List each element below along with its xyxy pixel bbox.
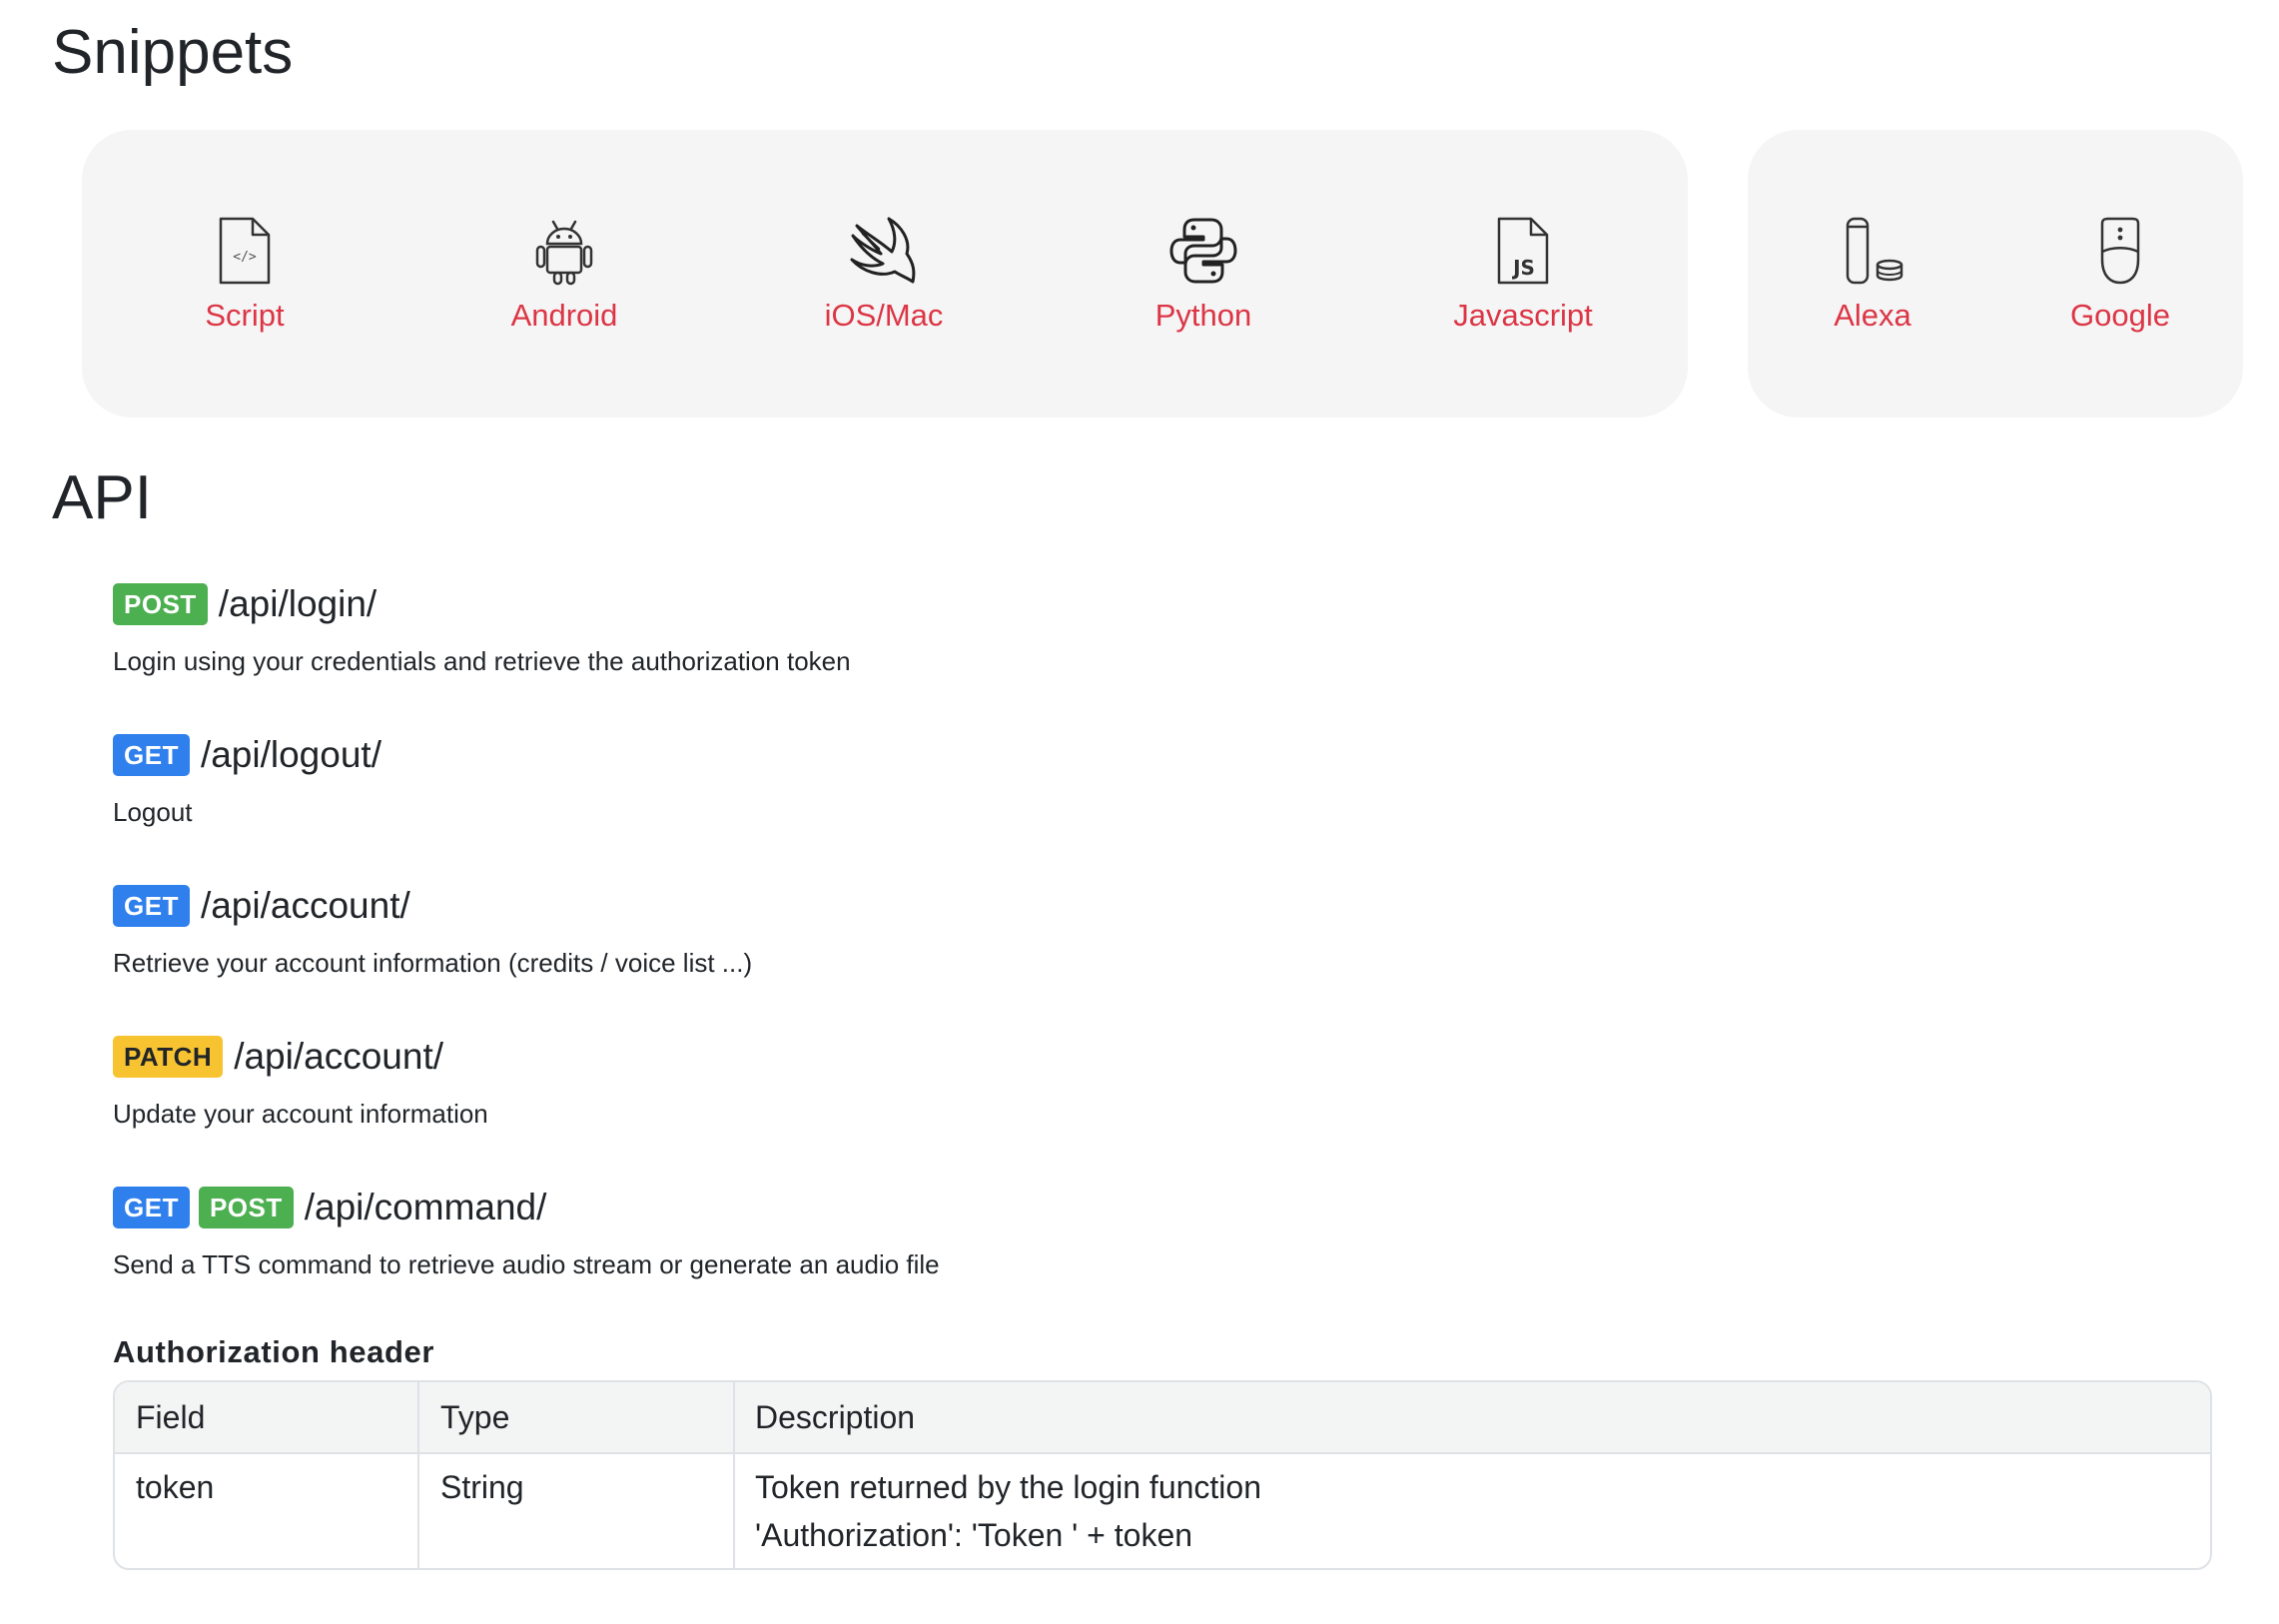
snippet-script-label: Script	[205, 298, 285, 333]
android-icon	[534, 216, 594, 286]
endpoint-path[interactable]: /api/account/	[200, 885, 410, 926]
snippets-languages-panel	[82, 130, 1688, 417]
snippet-javascript[interactable]	[1403, 216, 1643, 331]
endpoint-description: Logout	[113, 797, 193, 827]
endpoint-logout	[113, 733, 381, 828]
snippet-python-label: Python	[1154, 298, 1252, 333]
python-icon	[1168, 216, 1238, 286]
method-badge-post: POST	[199, 1187, 294, 1228]
google-home-icon	[2090, 216, 2150, 286]
method-badge-get: GET	[113, 1187, 190, 1228]
endpoint-description: Login using your credentials and retrieve the authorization token	[113, 646, 851, 676]
table-cell-type: String	[440, 1469, 524, 1505]
endpoint-description: Send a TTS command to retrieve audio stream or generate an audio file	[113, 1249, 940, 1279]
snippet-google[interactable]	[2000, 216, 2240, 331]
swift-icon	[849, 216, 919, 286]
endpoint-command	[113, 1186, 940, 1280]
endpoint-description: Retrieve your account information (credits / voice list ...)	[113, 948, 753, 978]
endpoint-login	[113, 582, 851, 677]
snippet-ios-mac-label: iOS/Mac	[824, 298, 944, 333]
snippet-python[interactable]	[1084, 216, 1323, 331]
column-header-description: Description	[755, 1399, 916, 1435]
endpoint-path[interactable]: /api/login/	[218, 583, 378, 624]
column-header-type: Type	[440, 1399, 510, 1435]
method-badge-get: GET	[113, 885, 190, 927]
snippet-android[interactable]	[444, 216, 684, 331]
endpoint-path[interactable]: /api/account/	[234, 1036, 444, 1077]
snippet-script[interactable]	[125, 216, 365, 331]
column-header-field: Field	[136, 1399, 206, 1435]
api-title: API	[52, 463, 152, 532]
snippet-javascript-label: Javascript	[1453, 298, 1593, 333]
snippet-alexa[interactable]	[1753, 216, 1992, 331]
endpoint-description: Update your account information	[113, 1099, 488, 1129]
snippet-android-label: Android	[510, 298, 618, 333]
snippets-title: Snippets	[52, 18, 294, 87]
snippets-assistants-panel	[1748, 130, 2243, 417]
script-file-icon	[215, 216, 275, 286]
svg-text:</>: </>	[233, 250, 257, 265]
snippet-ios-mac[interactable]	[764, 216, 1004, 331]
javascript-file-icon	[1493, 216, 1553, 286]
method-badge-patch: PATCH	[113, 1036, 223, 1078]
auth-header-table	[113, 1380, 2212, 1570]
endpoint-path[interactable]: /api/command/	[304, 1187, 547, 1227]
snippet-google-label: Google	[2070, 298, 2170, 333]
table-cell-field: token	[136, 1469, 215, 1505]
table-cell-description-line: Token returned by the login function	[755, 1469, 1261, 1505]
alexa-echo-icon	[1838, 216, 1907, 286]
method-badge-get: GET	[113, 734, 190, 776]
endpoint-account-get	[113, 884, 752, 979]
auth-header-title: Authorization header	[113, 1334, 435, 1369]
endpoint-path[interactable]: /api/logout/	[200, 734, 381, 775]
method-badge-post: POST	[113, 583, 208, 625]
table-header-row	[115, 1382, 2210, 1454]
table-cell-description-line: 'Authorization': 'Token ' + token	[755, 1517, 1193, 1553]
endpoint-account-patch	[113, 1035, 488, 1130]
column-divider	[417, 1382, 419, 1568]
snippet-alexa-label: Alexa	[1834, 298, 1911, 333]
svg-text:JS: JS	[1513, 256, 1535, 280]
column-divider	[733, 1382, 735, 1568]
